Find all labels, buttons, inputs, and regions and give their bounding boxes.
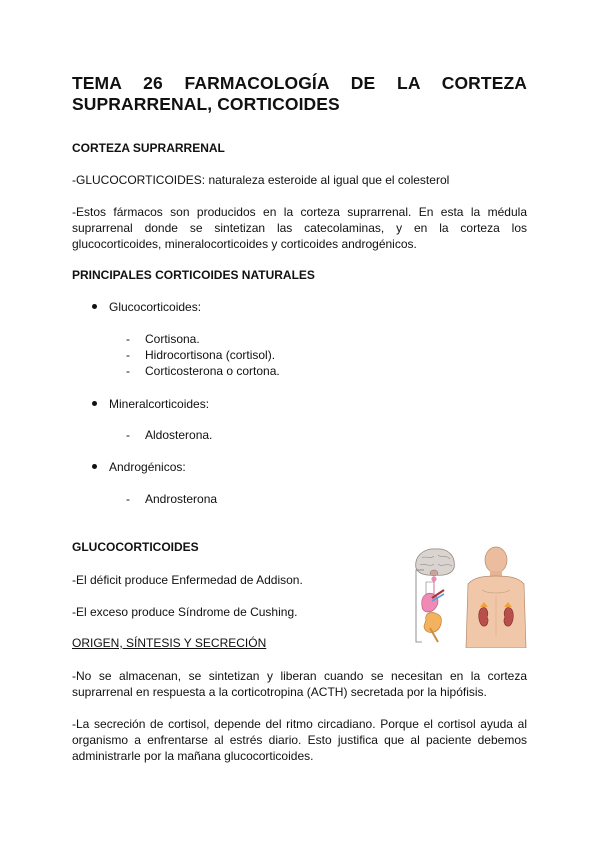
list-item: - Aldosterona.	[126, 428, 213, 442]
paragraph-cushing: -El exceso produce Síndrome de Cushing.	[72, 605, 298, 619]
bullet-mineralcorticoides	[92, 397, 209, 412]
section-heading-corteza: CORTEZA SUPRARRENAL	[72, 141, 225, 155]
subheading-origen: ORIGEN, SÍNTESIS Y SECRECIÓN	[72, 636, 267, 650]
list-item: - Androsterona	[126, 492, 218, 506]
bullet-androgenicos	[92, 460, 186, 475]
bullet-label: Androgénicos:	[109, 460, 186, 474]
section-heading-glucocorticoides: GLUCOCORTICOIDES	[72, 540, 199, 554]
list-item: - Hidrocortisona (cortisol).	[126, 348, 276, 362]
paragraph-glucocorticoides-definition: -GLUCOCORTICOIDES: naturaleza esteroide al igual que el colesterol	[72, 173, 450, 187]
brain-icon	[416, 549, 455, 576]
bullet-glucocorticoides	[92, 300, 201, 315]
page-title: TEMA 26 FARMACOLOGÍA DE LA CORTEZA SUPRARRENAL, CORTICOIDES	[72, 73, 527, 114]
adrenal-gland-icon	[422, 590, 444, 642]
paragraph-addison: -El déficit produce Enfermedad de Addison.	[72, 573, 303, 587]
bullet-dot-icon	[92, 401, 97, 406]
bullet-label: Glucocorticoides:	[109, 300, 202, 314]
bullet-dot-icon	[92, 464, 97, 469]
paragraph-ritmo-circadiano: -La secreción de cortisol, depende del ritmo circadiano. Porque el cortisol ayuda al organismo a enfrentarse al estrés diario. Esto justifica que al paciente debemos administrarle por la mañana glucocorticoides.	[72, 717, 527, 764]
paragraph-sintesis: -No se almacenan, se sintetizan y liberan cuando se necesitan en la corteza suprarrenal en respuesta a la corticotropina (ACTH) secretada por la hipófisis.	[72, 669, 527, 700]
list-item: - Cortisona.	[126, 332, 200, 346]
paragraph-production: -Estos fármacos son producidos en la corteza suprarrenal. En esta la médula suprarrenal donde se sintetizan las catecolaminas, y en la corteza los glucocorticoides, mineralocorticoides y corticoides androgénicos.	[72, 205, 527, 252]
human-torso-icon	[466, 547, 526, 648]
bullet-dot-icon	[92, 304, 97, 309]
list-item: - Corticosterona o cortona.	[126, 364, 280, 378]
hpa-axis-illustration	[410, 546, 528, 648]
bullet-label: Mineralcorticoides:	[109, 397, 210, 411]
section-heading-principales: PRINCIPALES CORTICOIDES NATURALES	[72, 268, 315, 282]
